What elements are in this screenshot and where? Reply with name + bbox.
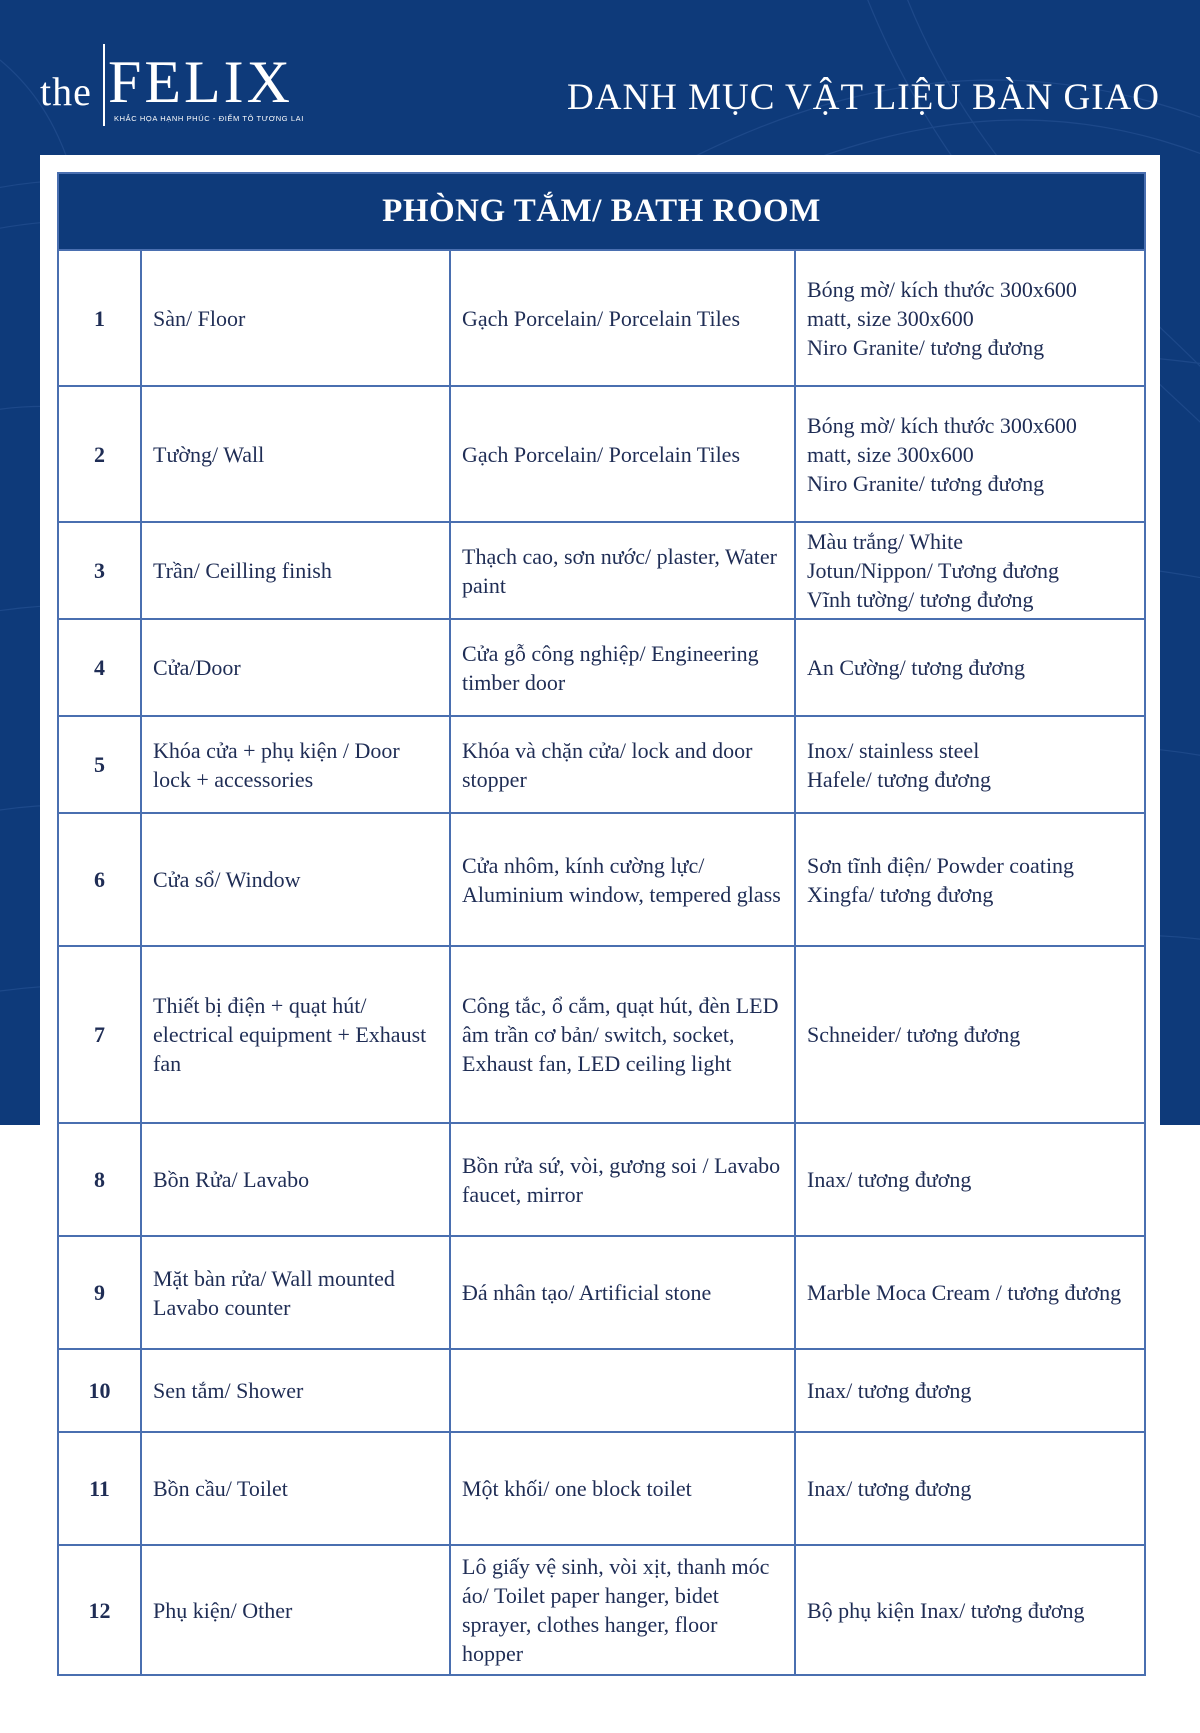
table-row	[58, 1432, 1145, 1545]
material-description: Đá nhân tạo/ Artificial stone	[450, 1236, 795, 1349]
row-number: 2	[58, 386, 141, 522]
item-name: Khóa cửa + phụ kiện / Door lock + accessories	[141, 716, 450, 813]
material-description: Gạch Porcelain/ Porcelain Tiles	[450, 386, 795, 522]
materials-rows	[58, 250, 1145, 1675]
spec-line: Bóng mờ/ kích thước 300x600	[807, 276, 1077, 302]
row-number: 8	[58, 1123, 141, 1236]
item-name: Phụ kiện/ Other	[141, 1545, 450, 1675]
brand-spec	[795, 1545, 1145, 1675]
brand-spec	[795, 1349, 1145, 1432]
spec-line: Inax/ tương đương	[807, 1378, 972, 1403]
logo-name: FELIX	[108, 49, 293, 115]
table-row	[58, 1123, 1145, 1236]
materials-table	[57, 172, 1146, 1676]
row-number: 1	[58, 250, 141, 386]
logo-tagline: KHẮC HỌA HẠNH PHÚC - ĐIỂM TÔ TƯƠNG LAI	[114, 114, 304, 123]
content-sheet	[40, 155, 1160, 1733]
spec-line: Sơn tĩnh điện/ Powder coating	[807, 852, 1075, 878]
row-number: 5	[58, 716, 141, 813]
spec-line: Niro Granite/ tương đương	[807, 334, 1045, 360]
item-name: Sen tắm/ Shower	[141, 1349, 450, 1432]
brand-spec	[795, 716, 1145, 813]
table-row	[58, 250, 1145, 386]
row-number: 3	[58, 522, 141, 619]
item-name: Bồn Rửa/ Lavabo	[141, 1123, 450, 1236]
brand-spec	[795, 813, 1145, 946]
item-name: Bồn cầu/ Toilet	[141, 1432, 450, 1545]
table-row	[58, 716, 1145, 813]
item-name: Cửa/Door	[141, 619, 450, 716]
spec-line: Niro Granite/ tương đương	[807, 470, 1045, 496]
item-name: Mặt bàn rửa/ Wall mounted Lavabo counter	[141, 1236, 450, 1349]
section-title: PHÒNG TẮM/ BATH ROOM	[58, 173, 1145, 250]
spec-line: Bóng mờ/ kích thước 300x600	[807, 412, 1077, 438]
brand-spec	[795, 619, 1145, 716]
table-row	[58, 1349, 1145, 1432]
logo-the-text: the	[40, 69, 92, 114]
material-description	[450, 1349, 795, 1432]
material-description: Cửa nhôm, kính cường lực/ Aluminium window, tempered glass	[450, 813, 795, 946]
material-description: Bồn rửa sứ, vòi, gương soi / Lavabo faucet, mirror	[450, 1123, 795, 1236]
brand-spec	[795, 522, 1145, 619]
row-number: 9	[58, 1236, 141, 1349]
table-row	[58, 619, 1145, 716]
brand-spec	[795, 1123, 1145, 1236]
document-title: DANH MỤC VẬT LIỆU BÀN GIAO	[567, 77, 1160, 118]
row-number: 10	[58, 1349, 141, 1432]
brand-spec	[795, 946, 1145, 1123]
material-description: Công tắc, ổ cắm, quạt hút, đèn LED âm trần cơ bản/ switch, socket, Exhaust fan, LED ceiling light	[450, 946, 795, 1123]
spec-line: matt, size 300x600	[807, 441, 974, 467]
spec-line: Xingfa/ tương đương	[807, 881, 994, 907]
table-row	[58, 522, 1145, 619]
table-row	[58, 386, 1145, 522]
material-description: Cửa gỗ công nghiệp/ Engineering timber door	[450, 619, 795, 716]
spec-line: An Cường/ tương đương	[807, 655, 1025, 680]
spec-line: Jotun/Nippon/ Tương đương	[807, 558, 1060, 583]
logo-divider	[103, 44, 105, 126]
spec-line: Inox/ stainless steel	[807, 737, 980, 763]
row-number: 7	[58, 946, 141, 1123]
spec-line: matt, size 300x600	[807, 305, 974, 331]
section-header-row	[58, 173, 1145, 250]
spec-line: Hafele/ tương đương	[807, 766, 991, 792]
brand-spec	[795, 250, 1145, 386]
spec-line: Schneider/ tương đương	[807, 1022, 1021, 1047]
spec-line: Màu trắng/ White	[807, 529, 963, 554]
materials-table-wrapper	[57, 172, 1144, 1676]
table-row	[58, 946, 1145, 1123]
brand-spec	[795, 386, 1145, 522]
material-description: Gạch Porcelain/ Porcelain Tiles	[450, 250, 795, 386]
spec-line: Marble Moca Cream / tương đương	[807, 1280, 1122, 1305]
row-number: 6	[58, 813, 141, 946]
item-name: Sàn/ Floor	[141, 250, 450, 386]
brand-spec	[795, 1236, 1145, 1349]
item-name: Thiết bị điện + quạt hút/ electrical equipment + Exhaust fan	[141, 946, 450, 1123]
table-row	[58, 813, 1145, 946]
material-description: Khóa và chặn cửa/ lock and door stopper	[450, 716, 795, 813]
spec-line: Inax/ tương đương	[807, 1476, 972, 1501]
item-name: Trần/ Ceilling finish	[141, 522, 450, 619]
spec-line: Bộ phụ kiện Inax/ tương đương	[807, 1597, 1085, 1623]
row-number: 11	[58, 1432, 141, 1545]
material-description: Một khối/ one block toilet	[450, 1432, 795, 1545]
row-number: 12	[58, 1545, 141, 1675]
table-row	[58, 1236, 1145, 1349]
brand-spec	[795, 1432, 1145, 1545]
row-number: 4	[58, 619, 141, 716]
material-description: Thạch cao, sơn nước/ plaster, Water paint	[450, 522, 795, 619]
spec-line: Vĩnh tường/ tương đương	[807, 587, 1034, 612]
item-name: Tường/ Wall	[141, 386, 450, 522]
table-row	[58, 1545, 1145, 1675]
item-name: Cửa sổ/ Window	[141, 813, 450, 946]
spec-line: Inax/ tương đương	[807, 1167, 972, 1192]
material-description: Lô giấy vệ sinh, vòi xịt, thanh móc áo/ Toilet paper hanger, bidet sprayer, clothes hanger, floor hopper	[450, 1545, 795, 1675]
